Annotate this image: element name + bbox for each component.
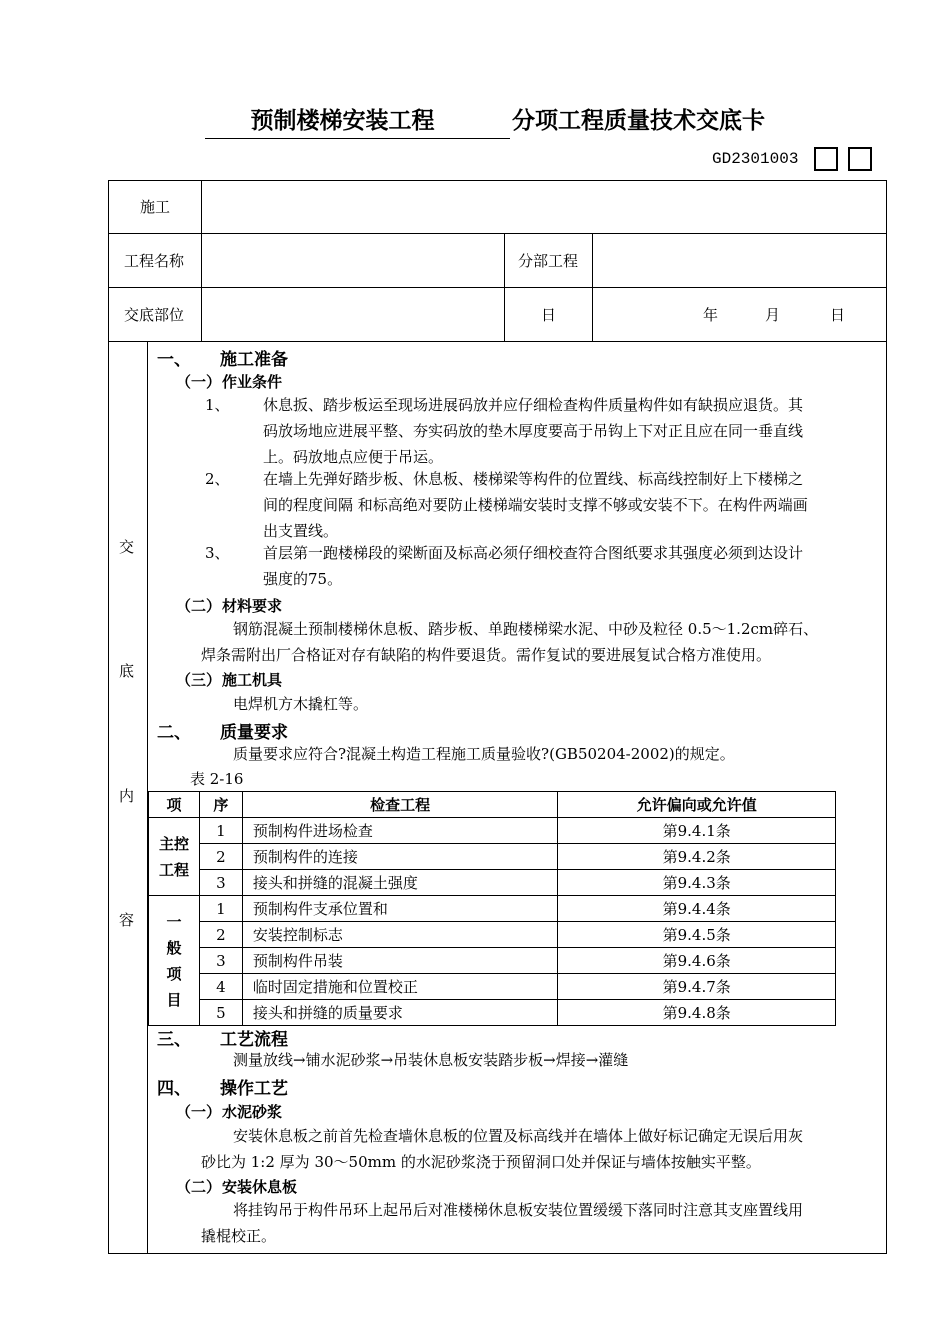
item-num: 1、 xyxy=(205,396,230,414)
row-no: 5 xyxy=(199,1000,242,1026)
date-year: 年 xyxy=(703,306,719,324)
side-label: 容 xyxy=(119,911,135,929)
paragraph-line: 安装休息板之前首先检查墙休息板的位置及标高线并在墙体上做好标记确定无误后用灰 xyxy=(233,1127,804,1145)
paragraph-line: 钢筋混凝土预制楼梯休息板、踏步板、单跑楼梯梁水泥、中砂及粒径 0.5～1.2cm碎石、 xyxy=(233,620,819,638)
table-row xyxy=(149,844,836,870)
row-no: 3 xyxy=(199,948,242,974)
table-row xyxy=(149,948,836,974)
row-item: 预制构件吊装 xyxy=(242,948,557,974)
column-header: 序 xyxy=(199,792,242,818)
project-name-label: 工程名称 xyxy=(124,252,185,270)
title-suffix: 分项工程质量技术交底卡 xyxy=(512,108,765,134)
s1-sub1: 作业条件 xyxy=(222,373,283,391)
item-num: 2、 xyxy=(205,470,230,488)
paragraph-line: 砂比为 1:2 厚为 30～50mm 的水泥砂浆浇于预留洞口处并保证与墙体按触实平整。 xyxy=(201,1153,761,1171)
col-divider xyxy=(504,233,505,341)
section-4-heading: 操作工艺 xyxy=(220,1079,288,1099)
row-divider xyxy=(108,341,887,342)
row-no: 2 xyxy=(199,844,242,870)
group-main-control xyxy=(149,818,200,896)
paragraph-line: 测量放线→铺水泥砂浆→吊装休息板安装踏步板→焊接→灌缝 xyxy=(233,1051,629,1069)
row-no: 4 xyxy=(199,974,242,1000)
column-header: 允许偏向或允许值 xyxy=(558,792,836,818)
paragraph-line: 质量要求应符合?混凝土构造工程施工质量验收?(GB50204-2002)的规定。 xyxy=(233,745,735,763)
group-label: 主控工程 xyxy=(158,834,189,879)
form-code: GD2301003 xyxy=(712,150,799,168)
item-line: 上。码放地点应便于吊运。 xyxy=(263,448,444,466)
table-header-row xyxy=(149,792,836,818)
row-no: 3 xyxy=(199,870,242,896)
col-divider xyxy=(592,233,593,341)
table-row xyxy=(149,922,836,948)
row-item: 临时固定措施和位置校正 xyxy=(242,974,557,1000)
row-item: 预制构件进场检查 xyxy=(242,818,557,844)
col-divider xyxy=(201,180,202,341)
s1-sub2: 材料要求 xyxy=(222,597,283,615)
item-line: 间的程度间隔 和标高绝对要防止楼梯端安装时支撑不够或安装不下。在构件两端画 xyxy=(263,496,808,514)
row-value: 第9.4.2条 xyxy=(558,844,836,870)
division-label: 分部工程 xyxy=(518,252,579,270)
title-project: 预制楼梯安装工程 xyxy=(205,104,480,139)
s1-sub2-num: （二） xyxy=(176,597,222,615)
date-day: 日 xyxy=(830,306,846,324)
section-1-heading: 施工准备 xyxy=(220,350,288,370)
row-value: 第9.4.8条 xyxy=(558,1000,836,1026)
table-row xyxy=(149,818,836,844)
table-row xyxy=(149,896,836,922)
side-label: 内 xyxy=(119,787,135,805)
location-label: 交底部位 xyxy=(124,306,185,324)
checkbox-2[interactable] xyxy=(848,147,872,171)
date-month: 月 xyxy=(765,306,781,324)
column-header: 项 xyxy=(149,792,200,818)
row-value: 第9.4.6条 xyxy=(558,948,836,974)
row-value: 第9.4.7条 xyxy=(558,974,836,1000)
document-title xyxy=(0,104,950,144)
group-label: 一般项目 xyxy=(166,912,182,1009)
side-label: 交 xyxy=(119,538,135,556)
table-row xyxy=(149,870,836,896)
paragraph-line: 电焊机方木撬杠等。 xyxy=(233,695,369,713)
section-4-num: 四、 xyxy=(157,1079,191,1099)
row-item: 接头和拼缝的混凝土强度 xyxy=(242,870,557,896)
s4-sub2: 安装休息板 xyxy=(222,1178,298,1196)
title-underline xyxy=(480,104,510,139)
paragraph-line: 将挂钩吊于构件吊环上起吊后对准楼梯休息板安装位置缓缓下落同时注意其支座置线用 xyxy=(233,1201,804,1219)
item-line: 在墙上先弹好踏步板、休息板、楼梯梁等构件的位置线、标高线控制好上下楼梯之 xyxy=(263,470,804,488)
paragraph-line: 撬棍校正。 xyxy=(201,1227,277,1245)
row-divider xyxy=(108,233,887,234)
row-no: 1 xyxy=(199,896,242,922)
item-line: 码放场地应进展平整、夯实码放的垫木厚度要高于吊钩上下对正且应在同一垂直线 xyxy=(263,422,804,440)
section-2-num: 二、 xyxy=(157,723,191,743)
row-no: 2 xyxy=(199,922,242,948)
row-item: 安装控制标志 xyxy=(242,922,557,948)
section-3-num: 三、 xyxy=(157,1030,191,1050)
item-line: 休息扳、踏步板运至现场进展码放并应仔细检查构件质量构件如有缺损应退货。其 xyxy=(263,396,804,414)
quality-table xyxy=(148,791,836,1026)
table-row xyxy=(149,1000,836,1026)
s4-sub1-num: （一） xyxy=(176,1103,222,1121)
table-row xyxy=(149,974,836,1000)
side-label: 底 xyxy=(119,662,135,680)
row-no: 1 xyxy=(199,818,242,844)
row-value: 第9.4.1条 xyxy=(558,818,836,844)
section-1-num: 一、 xyxy=(157,350,191,370)
table-label: 表 2-16 xyxy=(190,770,244,788)
s1-sub1-num: （一） xyxy=(176,373,222,391)
s1-sub3: 施工机具 xyxy=(222,671,283,689)
column-header: 检查工程 xyxy=(242,792,557,818)
s4-sub1: 水泥砂浆 xyxy=(222,1103,283,1121)
checkbox-1[interactable] xyxy=(814,147,838,171)
row-value: 第9.4.3条 xyxy=(558,870,836,896)
item-num: 3、 xyxy=(205,544,230,562)
row-item: 接头和拼缝的质量要求 xyxy=(242,1000,557,1026)
item-line: 出支置线。 xyxy=(263,522,339,540)
row-item: 预制构件的连接 xyxy=(242,844,557,870)
item-line: 强度的75。 xyxy=(263,570,343,588)
group-general xyxy=(149,896,200,1026)
row-item: 预制构件支承位置和 xyxy=(242,896,557,922)
row-value: 第9.4.5条 xyxy=(558,922,836,948)
date-label: 日 xyxy=(541,306,557,324)
item-line: 首层第一跑楼梯段的梁断面及标高必须仔细校查符合图纸要求其强度必须到达设计 xyxy=(263,544,804,562)
paragraph-line: 焊条需附出厂合格证对存有缺陷的构件要退货。需作复试的要进展复试合格方准使用。 xyxy=(201,646,772,664)
section-3-heading: 工艺流程 xyxy=(220,1030,288,1050)
s4-sub2-num: （二） xyxy=(176,1178,222,1196)
section-2-heading: 质量要求 xyxy=(220,723,288,743)
row-value: 第9.4.4条 xyxy=(558,896,836,922)
row-divider xyxy=(108,287,887,288)
construction-label: 施工 xyxy=(140,198,171,216)
s1-sub3-num: （三） xyxy=(176,671,222,689)
